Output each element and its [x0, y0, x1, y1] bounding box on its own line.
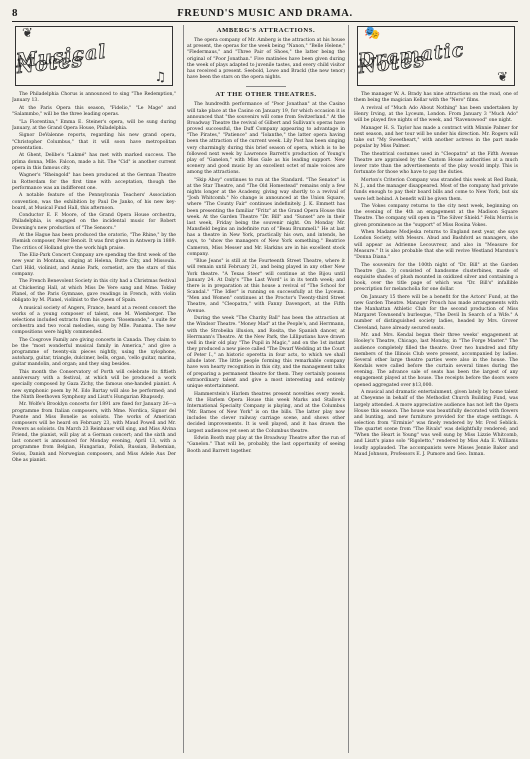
publication-title: FREUND'S MUSIC AND DRAMA. — [177, 7, 353, 19]
news-paragraph: Mr. and Mrs. Kendal began their three weeks' engagement at Hooley's Theatre, Chicago, last Monday, in "The Forge Master." The audience completely filled the theatre. Over two hundred and fifty members of the Illinois Club were present, accompanied by ladies. Several other large theatre parties were also in the house. The Kendals were called before the curtain several times during the evening. The advance sale of seats has been the largest of any engagement played at the house. The receipts before the doors were opened aggregated over $13,000. — [354, 333, 518, 388]
scroll-ornament-icon: ❦ — [22, 26, 33, 41]
news-paragraph: The souvenirs for the 100th night of "Dr. Bill" at the Garden Theatre (Jan. 3) consisted of handsome clusterbines, made of exquisite shades of plush mounted in oxidized silver and containing a book, over the title page of which was "Dr. Bill's" infallible prescription for melancholia for one dollar. — [354, 262, 518, 293]
dramatic-notes-wordmark: Dramatic Notes — [356, 38, 466, 79]
news-paragraph: The manager W. A. Brady has nine attractions on the road, one of them being the magician Kellar with the "Nero" films. — [354, 92, 518, 104]
news-paragraph: Signor DeValenne reports, regarding his new grand opera, "Christopher Columbus," that it will soon have metropolitan presentation. — [12, 133, 176, 151]
news-paragraph: This month the Conservatory of Porth will celebrate its fiftieth anniversary with a festival, at which will be produced a work specially composed by Gaza Zichy, the famous one-handed pianist. A new symphonic poem by M. Edo Bartay will also be performed; and the Ninth Beethoven Symphony and Liszt's Hungarian Rhapsody. — [12, 370, 176, 400]
news-paragraph: At the Paris Opera this season, "Fidelio," "Le Mage" and "Salammbo," will be the three leading operas. — [12, 105, 176, 117]
news-paragraph: On January 15 there will be a benefit for the Actors' Fund, at the new Garden Theatre. Manager Prouch has made arrangements with the Manhattan Athletic Club for the second production of Miss Margaret Townsend's burlesque, "The Devil In Search of a Wife." A number of distinguished society ladies, headed by Mrs. Grover Cleveland, have already secured seats. — [354, 294, 518, 331]
news-paragraph: At the Hague has been produced the oratorio, "The Rhine," by the Flemish composer, Peter Benoit. It was first given in Antwerp in 1889. The critics of Holland give the work high praise. — [12, 233, 176, 251]
dramatic-notes-column — [354, 25, 518, 753]
news-paragraph: A musical and dramatic entertainment, given lately by home talent at Cheyenne in behalf of the Methodist Church Building Fund, was largely attended. A more appreciative audience has not left the Opera House this season. The house was beautifully decorated with flowers and bunting, and new furniture provided for the stage settings. A selection from "Erminie" was finely rendered by Mr. Fred Seblick. The quartet scene from "The Rivals" was delightfully rendered; and "When the Heart is Young" was well sung by Miss Lizzie Whitcomb, and Liszt's piano solo "Rigoletto," rendered by Miss Ada E. Williams loudly applauded. The accompanists were Misses Jennie Baker and Maud Johnson, Professors E. J. Pumore and Geo. Inman. — [354, 390, 518, 457]
article-paragraph: The hundredth performance of "Poor Jonathan" at the Casino will take place at the Casino on January 19, for which occasion it is announced that "the souvenirs will come from Switzerland." At the Broadway Theatre the revival of Gilbert and Sullivan's operas have proved successful, the Duff Company appearing to advantage in "The Pirates," "Patience" and "Iolanthe," the latter opera having been the attraction of the current week. Lily Post has been singing very charmingly during this brief season of opera, which is to be followed next week by Lawrence Barrett's production of Young's play of "Ganelon," with Miss Gale as his leading support. New scenery and good music by an excellent octet of male voices are among the attractions. — [187, 102, 345, 176]
news-paragraph: A musical society of Angers, France, heard at a recent concert the works of a young composer of talent, one M. Wiemberger. The selections included extracts from his opera "Rosemonde," a suite for orchestra and two vocal melodies, sung by Mlle. Panama. The new compositions were highly commended. — [12, 305, 176, 336]
music-note-icon: ♫ — [154, 69, 166, 85]
musical-notes-wordmark: Musical Notes — [14, 40, 108, 79]
news-paragraph: Mr. Wolfe's Brooklyn concerts for 1891 are fixed for January 26—a programme from Italian composers, with Mme. Nordica, Signor del Puente and Miss Bonelie as soloists. The works of American composers will be heard on February 23, with Maud Powell and Mr. Powers as soloists. On March 23 Reinhauer will sing, and Miss Alvina Friend, the pianist, will play at a German concert; and the sixth and last concert is announced for Monday evening, April 13, with a programme from Belgian, Hungarian, Polish, Russian, Bohemian, Swiss, Danish and Norwegian composers, and Miss Adele Aus Der Ohe as pianist. — [12, 402, 176, 463]
news-paragraph: At Ghent, Delibe's "Lakmé" has met with marked success. The prima donna, Mlle. Falcon, made a hit. The "Cid" is another current opera in this famous city. — [12, 153, 176, 171]
section-heading-other-theatres: AT THE OTHER THEATRES. — [215, 91, 317, 99]
article-paragraph: "Blue Jeans" is still at the Fourteenth Street Theatre, where it will remain until February 21, and being played in any other New York theatre. "A Texas Steer" will continue at the Bijou until January 24. At Daly's "The Last Word" is in its tenth week; and there is in preparation at this house a revival of "The School for Scandal." "The Idler" is running on successfully at the Lyceum. "Men and Women" continues at the Proctor's Twenty-third Street Theatre, and "Cleopatra," with Fanny Davenport, at the Fifth Avenue. — [187, 259, 345, 314]
news-paragraph: The Eliz-Park Concert Company are spending the first week of the new year in Montana, singing at Helena, Butte City, and Missoula. Carl Hild, violinist, and Annie Park, cornetist, are the stars of this company. — [12, 253, 176, 277]
musical-notes-banner — [15, 26, 173, 86]
news-paragraph: Morton's Criterion Company was stranded this week at Red Bank, N. J., and the manager disappeared. Most of the company had private funds enough to pay their board bills and come to New York, but six were left behind. A benefit will be given them. — [354, 178, 518, 202]
news-paragraph: The Cosgrove Family are giving concerts in Canada. They claim to be the "most wonderful musical family in America," and give a programme of twenty-six pieces nightly, using the xylophone, autoharp, guitar, triangle, dulcimer, bells, organ, 'cello guitar, marina, guitar mandolin, and organ; and they sing besides. — [12, 337, 176, 368]
news-paragraph: The Vokes company returns to the city next week, beginning on the evening of the 4th an engagement at the Madison Square Theatre. The company will open in "The Silver Shield." Felix Morris is given prominence as the "support" of Miss Rosina Vokes. — [354, 204, 518, 228]
article-paragraph: Edwin Booth may play at the Broadway Theatre after the run of "Ganelon." That will be, probably, the last opportunity of seeing Booth and Barrett together. — [187, 436, 345, 454]
news-paragraph: Wagner's "Rheingold" has been produced at the German Theatre in Rotterdam for the first time with acceptation, though the performance was an indifferent one. — [12, 173, 176, 191]
news-paragraph: The French Benevolent Society in this city had a Christmas festival at Chickering Hall, at which Miss De Vere sang and Mme. Tokley Planel, of the Paris Gymnase, gave readings in French, with violin obligato by M. Planel, violinist to the Queen of Spain. — [12, 279, 176, 303]
article-paragraph: During the week "The Charity Ball" has been the attraction at the Windsor Theatre. "Money Mad" at the People's, and Herrmann, with the Strobeika illusion, and Rosita, the Spanish dancer, at Herrmann's Theatre. At the New Park, the Lilliputians have drawn well in their old play "The Pupil in Magic," and on the 1st instant they produced a new piece called "The Dwarf Wedding at the Court of Peter I.," an historic operetta in four acts, to which we shall allude later. The little people forming this remarkable company have won hearty recognition in this city, and the management talks of preparing a permanent theatre for them. They certainly possess extraordinary talent and give a most interesting and entirely unique entertainment. — [187, 316, 345, 389]
article-paragraph: The opera company of Mr. Amberg is the attraction at his house at present, the operas for the week being "Nanon," "Belle Helene," "Fledermaus," and "Three Pair of Shoes," the latter being the original of "Poor Jonathan." Five matinées have been given during the week of plays adapted to juvenile tastes, and every child visitor has received a present. Seebold, Lowe and Brackl (the new tenor) have been the stars on the opera nights. — [187, 38, 345, 81]
article-paragraph: Hammerstein's Harlem theatres present novelties every week. At the Harlem Opera House this week Marks and Stallow's International Specialty Company is playing, and at the Columbus "Mr. Barnes of New York" is on the bills. The latter play now includes the clever railway carriage scene, and shows other decided improvements. It is well played, and it has drawn the largest audiences yet seen at the Columbus theatre. — [187, 391, 345, 434]
news-paragraph: The theatrical costumes used in "Cleopatra" at the Fifth Avenue Theatre are appraised by the Custom House authorities at a much lower rate than the advertisements of the play would imply. This is fortunate for those who have to pay the duties. — [354, 151, 518, 176]
article-paragraph: "Skip Ahoy" continues to run at the Standard. "The Senator" is at the Star Theatre, and "The Old Homestead" remains only a few nights longer at the Academy, giving way shortly to a revival of "Josh Whitcomb." No change is announced at the Union Square, where "The County Fair" continues indefinitely. J. K. Emmett has been presenting the familiar "Fritz" at the Grand Opera House this week. At the Garden Theatre "Dr. Bill" and "Sunset" are in their last week, Friday being the souvenir night. On Monday Mr. Mansfield begins an indefinite run of "Beau Brummell." He at last has a theatre in New York, practically his own, and intends, he says, to "show the managers of New York something." Beatrice Cameron, Miss Messer and Mr. Harkins are in his excellent stock company. — [187, 177, 345, 257]
section-divider — [246, 86, 286, 87]
news-paragraph: "La Fiorentina," Emma E. Steiner's opera, will be sung during January, at the Grand Opera House, Philadelphia. — [12, 119, 176, 131]
theatre-mask-icon: 🎭 — [364, 26, 381, 41]
news-paragraph: A revival of "Much Ado About Nothing" has been undertaken by Henry Irving, at the Lyceum, London. From January 3 "Much Ado" will be played five nights of the week, and "Ravenswood" one night. — [354, 105, 518, 124]
musical-notes-column — [12, 25, 176, 753]
news-paragraph: Conductor E. F. Moore, of the Grand Opera House orchestra, Philadelphia, is engaged on the incidental music for Robert Downing's new production of "The Sensors." — [12, 213, 176, 231]
theatre-column — [183, 25, 349, 753]
page-header — [12, 6, 518, 20]
header-rule — [12, 21, 518, 22]
news-paragraph: Manager H. S. Taylor has made a contract with Minnie Palmer for next season, and her tour will be under his direction. Mr. Rogers will take out "My Sweetheart," with another actress in the part made popular by Miss Palmer. — [354, 125, 518, 150]
news-paragraph: A notable feature of the Pennsylvania Teachers' Association convention, was the exhibition by Paul De Janko, of his new key-board, at Musical Fund Hall, this afternoon. — [12, 193, 176, 211]
dramatic-notes-banner — [357, 26, 515, 86]
news-paragraph: The Philadelphia Chorus is announced to sing "The Redemption," January 13. — [12, 92, 176, 104]
section-heading-amberg: AMBERG'S ATTRACTIONS. — [216, 27, 316, 34]
news-paragraph: When Madame Modjeska returns to England next year, she says London Society, with Messrs. Abud and Bashford as managers, she will appear as Adrienne Lecouvreur, and also in "Measure for Measure." It is also probable that she will revive Westland Marston's "Donna Diana." — [354, 230, 518, 260]
page-number: 8 — [12, 7, 18, 19]
scroll-ornament-icon: ❦ — [497, 69, 508, 85]
